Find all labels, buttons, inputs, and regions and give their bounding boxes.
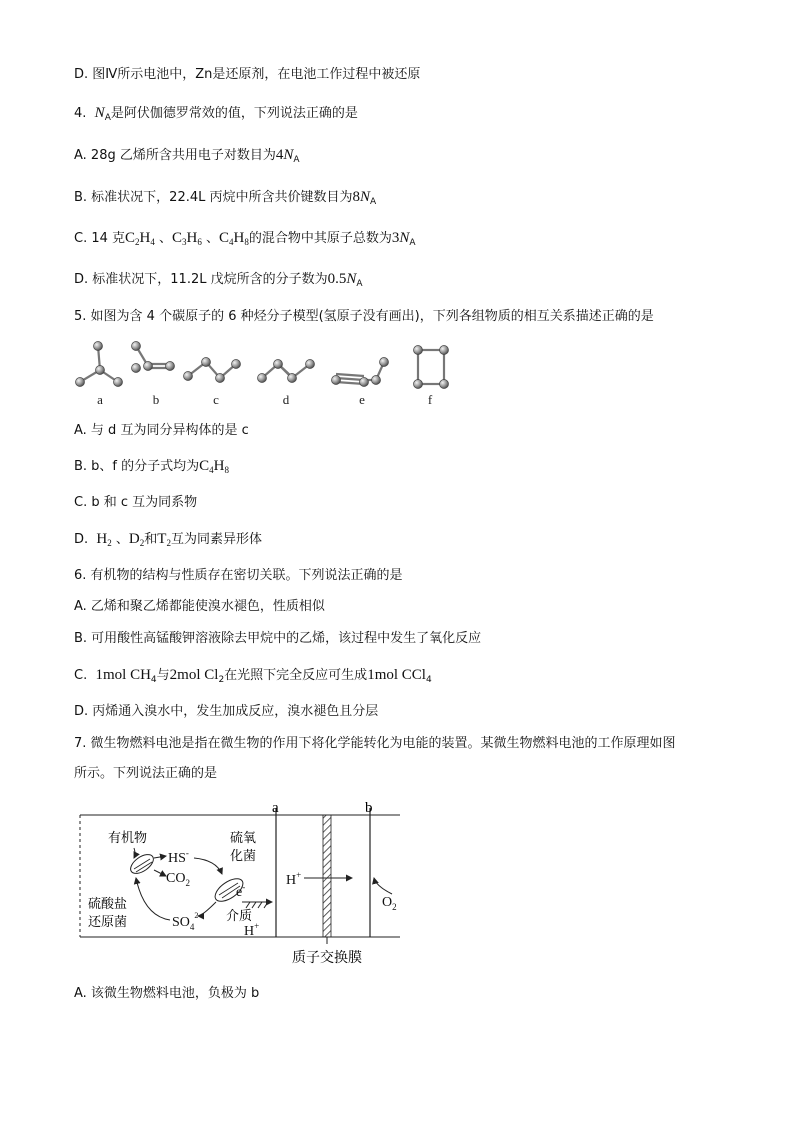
model-label-d: d [282, 392, 290, 407]
organic-matter-label: 有机物 [108, 831, 148, 846]
q5-option-b: B. b、f 的分子式均为$C_4H_8$ [74, 458, 230, 475]
q5-option-a: A. 与 d 互为同分异构体的是 c [74, 423, 249, 438]
model-label-e: e [359, 392, 365, 407]
model-label-b: b [152, 392, 160, 407]
q7-option-a: A. 该微生物燃料电池，负极为 b [74, 986, 260, 1001]
sulfate-ion-label: $SO_4^{2-}$ [172, 911, 202, 932]
q5-option-c: C. b 和 c 互为同系物 [74, 495, 198, 510]
sulfur-oxidizing-label-2: 化菌 [230, 849, 257, 864]
q3-option-d: D. 图Ⅳ所示电池中，Zn是还原剂，在电池工作过程中被还原 [74, 67, 421, 82]
model-label-f: f [427, 392, 433, 407]
model-label-c: c [213, 392, 219, 407]
hs-label: HS- [168, 848, 189, 866]
q4-option-b: B. 标准状况下，22.4L 丙烷中所含共价键数目为$8N_A$ [74, 189, 377, 207]
electrode-a-label: a [272, 800, 279, 816]
q4-option-c: C. 14 克$C_2H_4$ 、$C_3H_6$ 、$C_4H_8$的混合物中其原子总数为$3N_A$ [74, 230, 416, 248]
medium-label: 介质 [226, 909, 253, 924]
q4-option-a: A. 28g 乙烯所含共用电子对数目为$4N_A$ [74, 147, 300, 165]
co2-label: $CO_2$ [166, 871, 190, 888]
q7-stem-line-2: 所示。下列说法正确的是 [74, 766, 218, 781]
h-plus-lower-label: H+ [244, 921, 260, 939]
o2-label: $O_2$ [382, 895, 397, 912]
proton-exchange-membrane [323, 815, 331, 937]
q4-stem: 4. $N_A$是阿伏伽德罗常效的值，下列说法正确的是 [74, 105, 358, 123]
q5-stem: 5. 如图为含 4 个碳原子的 6 种烃分子模型(氢原子没有画出)，下列各组物质的相互关系描述正确的是 [74, 309, 654, 324]
membrane-label: 质子交换膜 [292, 950, 362, 966]
q4-option-d: D. 标准状况下，11.2L 戊烷所含的分子数为$0.5N_A$ [74, 271, 363, 289]
q7-stem-line-1: 7. 微生物燃料电池是指在微生物的作用下将化学能转化为电能的装置。某微生物燃料电池的工作原理如图 [74, 736, 676, 751]
q5-option-d: D. $H_2$ 、$D_2$和$T_2$互为同素异形体 [74, 531, 262, 548]
fuel-cell-diagram [74, 798, 404, 970]
q6-option-b: B. 可用酸性高锰酸钾溶液除去甲烷中的乙烯，该过程中发生了氧化反应 [74, 631, 482, 646]
hydrocarbon-models-figure [70, 340, 460, 410]
sulfate-reducing-label-2: 还原菌 [88, 915, 128, 930]
q6-option-d: D. 丙烯通入溴水中，发生加成反应，溴水褪色且分层 [74, 704, 379, 719]
q6-option-a: A. 乙烯和聚乙烯都能使溴水褪色，性质相似 [74, 599, 325, 614]
q6-option-c: C. 1mol $CH_4$与2mol $Cl_2$在光照下完全反应可生成1mol CCl$_4$ [74, 667, 432, 685]
sulfur-oxidizing-label-1: 硫氧 [230, 831, 257, 846]
q6-stem: 6. 有机物的结构与性质存在密切关联。下列说法正确的是 [74, 568, 403, 583]
electron-label: e- [236, 882, 246, 900]
electrode-b-label: b [365, 800, 373, 816]
h-plus-middle-label: H+ [286, 870, 302, 888]
model-label-a: a [97, 392, 103, 407]
sulfate-reducing-label-1: 硫酸盐 [88, 897, 128, 912]
